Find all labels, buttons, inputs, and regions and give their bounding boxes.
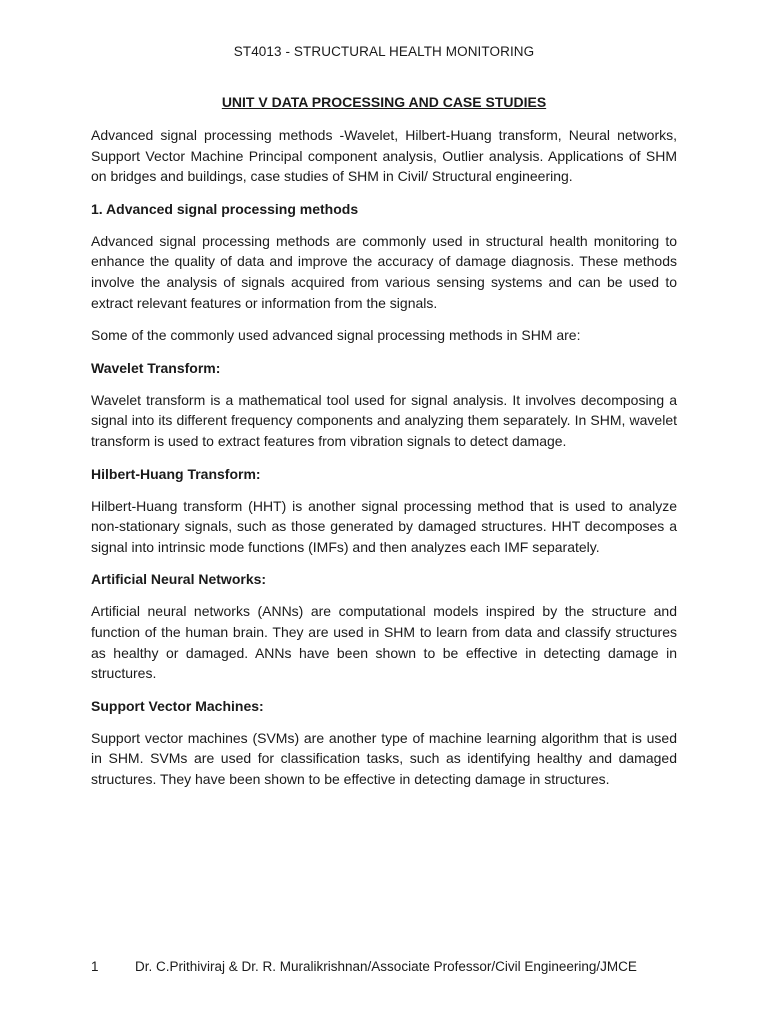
footer-authors: Dr. C.Prithiviraj & Dr. R. Muralikrishnan/Associate Professor/Civil Engineering/JMCE <box>135 959 637 974</box>
methods-lead-paragraph: Some of the commonly used advanced signal processing methods in SHM are: <box>91 327 581 344</box>
wavelet-heading: Wavelet Transform: <box>91 359 221 376</box>
section-heading: 1. Advanced signal processing methods <box>91 200 359 217</box>
page-footer <box>91 958 691 975</box>
ann-paragraph: Artificial neural networks (ANNs) are computational models inspired by the structure and function of the human brain. They are used in SHM to learn from data and classify structures as healthy or damaged. ANNs have been shown to be effective in detecting damage in structures. <box>91 603 677 682</box>
hht-paragraph: Hilbert-Huang transform (HHT) is another signal processing method that is used to analyze non-stationary signals, such as those generated by damaged structures. HHT decomposes a signal into intrinsic mode functions (IMFs) and then analyzes each IMF separately. <box>91 497 677 555</box>
page-number: 1 <box>91 959 99 974</box>
intro-paragraph: Advanced signal processing methods are commonly used in structural health monitoring to enhance the quality of data and improve the accuracy of damage diagnosis. These methods involve the analysis of signals acquired from various sensing systems and can be used to extract relevant features or information from the signals. <box>91 232 677 311</box>
svm-heading: Support Vector Machines: <box>91 697 264 714</box>
page-header: ST4013 - STRUCTURAL HEALTH MONITORING <box>233 44 535 59</box>
svm-paragraph: Support vector machines (SVMs) are another type of machine learning algorithm that is used in SHM. SVMs are used for classification tasks, such as identifying healthy and damaged structures. They have been shown to be effective in detecting damage in structures. <box>91 729 677 787</box>
unit-title: UNIT V DATA PROCESSING AND CASE STUDIES <box>221 94 547 110</box>
ann-heading: Artificial Neural Networks: <box>91 571 267 588</box>
hht-heading: Hilbert-Huang Transform: <box>91 465 261 482</box>
wavelet-paragraph: Wavelet transform is a mathematical tool used for signal analysis. It involves decomposing a signal into its different frequency components and analyzing them separately. In SHM, wavelet transform is used to extract features from vibration signals to detect damage. <box>91 391 677 449</box>
syllabus-paragraph: Advanced signal processing methods -Wavelet, Hilbert-Huang transform, Neural networks, Support Vector Machine Principal component analysis, Outlier analysis. Applications of SHM on bridges and buildings, case studies of SHM in Civil/ Structural engineering. <box>91 127 677 185</box>
page-content <box>91 94 677 801</box>
